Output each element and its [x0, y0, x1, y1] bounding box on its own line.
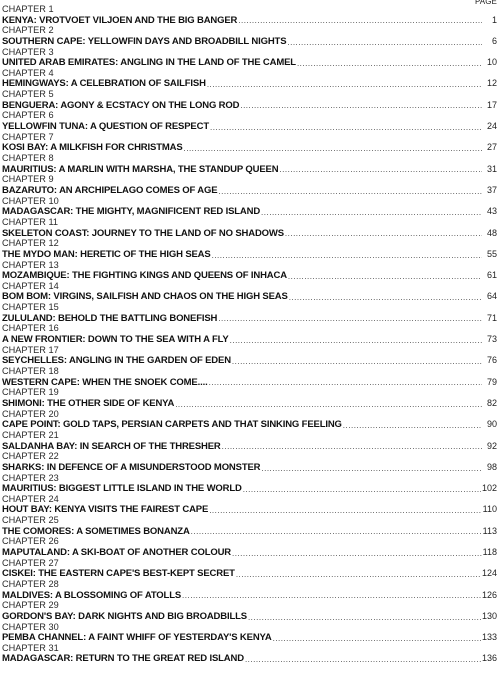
- page-number: 31: [486, 163, 497, 174]
- page-number: 130: [481, 610, 497, 621]
- chapter-label: CHAPTER 22: [2, 451, 59, 462]
- chapter-label: CHAPTER 21: [2, 429, 59, 440]
- dot-leader: [232, 548, 482, 559]
- dot-leader: [261, 463, 482, 474]
- dot-leader: [222, 441, 482, 452]
- chapter-title: SEYCHELLES: ANGLING IN THE GARDEN OF EDEN: [2, 355, 231, 367]
- chapter-label: CHAPTER 30: [2, 621, 59, 632]
- toc-entry: [2, 90, 499, 111]
- chapter-label: CHAPTER 29: [2, 600, 59, 611]
- page-number: 73: [486, 334, 497, 345]
- chapter-title: SHARKS: IN DEFENCE OF A MISUNDERSTOOD MONSTER: [2, 461, 261, 473]
- chapter-label: CHAPTER 3: [2, 46, 54, 57]
- chapter-title: WESTERN CAPE: WHEN THE SNOEK COME....: [2, 376, 208, 388]
- page-number: 55: [486, 248, 497, 259]
- chapter-title-row: [2, 462, 499, 474]
- page-number: 17: [486, 99, 497, 110]
- dot-leader: [218, 313, 482, 324]
- chapter-title-row: [2, 611, 499, 623]
- chapter-title: GORDON'S BAY: DARK NIGHTS AND BIG BROADBILLS: [2, 610, 247, 622]
- chapter-title: HOUT BAY: KENYA VISITS THE FAIREST CAPE: [2, 504, 209, 516]
- chapter-label: CHAPTER 6: [2, 110, 54, 121]
- chapter-title: SHIMONI: THE OTHER SIDE OF KENYA: [2, 397, 175, 409]
- page-number: 37: [486, 184, 497, 195]
- chapter-title: MADAGASCAR: RETURN TO THE GREAT RED ISLAND: [2, 653, 244, 665]
- chapter-title-row: [2, 654, 499, 666]
- page-number: 12: [486, 78, 497, 89]
- toc-entry: [2, 623, 499, 644]
- chapter-title: CAPE POINT: GOLD TAPS, PERSIAN CARPETS AND THAT SINKING FEELING: [2, 419, 342, 431]
- dot-leader: [209, 377, 482, 388]
- page-number: 113: [482, 525, 497, 536]
- chapter-title: SOUTHERN CAPE: YELLOWFIN DAYS AND BROADBILL NIGHTS: [2, 35, 287, 47]
- chapter-title-row: [2, 36, 499, 48]
- toc-entry: [2, 303, 499, 324]
- chapter-label: CHAPTER 9: [2, 174, 54, 185]
- chapter-title-row: [2, 100, 499, 112]
- dot-leader: [207, 79, 482, 90]
- chapter-title-row: [2, 291, 499, 303]
- toc-entry: [2, 559, 499, 580]
- toc-entry: [2, 537, 499, 558]
- dot-leader: [236, 569, 481, 580]
- dot-leader: [218, 186, 482, 197]
- toc-entry: [2, 388, 499, 409]
- chapter-title: YELLOWFIN TUNA: A QUESTION OF RESPECT: [2, 121, 209, 133]
- chapter-title: KOSI BAY: A MILKFISH FOR CHRISTMAS: [2, 142, 183, 154]
- dot-leader: [230, 335, 482, 346]
- chapter-label: CHAPTER 5: [2, 89, 54, 100]
- dot-leader: [184, 143, 482, 154]
- chapter-title: CISKEI: THE EASTERN CAPE'S BEST-KEPT SECRET: [2, 568, 235, 580]
- chapter-title-row: [2, 57, 499, 69]
- chapter-title: SALDANHA BAY: IN SEARCH OF THE THRESHER: [2, 440, 221, 452]
- dot-leader: [210, 122, 482, 133]
- chapter-title-row: [2, 206, 499, 218]
- chapter-title: ZULULAND: BEHOLD THE BATTLING BONEFISH: [2, 312, 218, 324]
- page-number: 48: [486, 227, 497, 238]
- dot-leader: [343, 420, 482, 431]
- chapter-title-row: [2, 142, 499, 154]
- chapter-label: CHAPTER 16: [2, 323, 59, 334]
- page-number: 133: [481, 632, 497, 643]
- chapter-title: MALDIVES: A BLOSSOMING OF ATOLLS: [2, 589, 182, 601]
- chapter-label: CHAPTER 13: [2, 259, 59, 270]
- dot-leader: [212, 250, 482, 261]
- dot-leader: [240, 100, 482, 111]
- dot-leader: [243, 484, 481, 495]
- chapter-title: BOM BOM: VIRGINS, SAILFISH AND CHAOS ON THE HIGH SEAS: [2, 291, 288, 303]
- chapter-label: CHAPTER 17: [2, 344, 59, 355]
- chapter-title: MAURITIUS: A MARLIN WITH MARSHA, THE STANDUP QUEEN: [2, 163, 279, 175]
- chapter-title: SKELETON COAST: JOURNEY TO THE LAND OF NO SHADOWS: [2, 227, 284, 239]
- chapter-title: THE COMORES: A SOMETIMES BONANZA: [2, 525, 190, 537]
- toc-entry: [2, 516, 499, 537]
- dot-leader: [287, 37, 482, 48]
- toc-entry: [2, 26, 499, 47]
- chapter-title: PEMBA CHANNEL: A FAINT WHIFF OF YESTERDAY'S KENYA: [2, 632, 272, 644]
- toc-entry: [2, 346, 499, 367]
- dot-leader: [238, 15, 482, 26]
- page-number: 24: [486, 121, 497, 132]
- toc-entry: [2, 431, 499, 452]
- chapter-label: CHAPTER 10: [2, 195, 59, 206]
- page-number: 110: [482, 504, 497, 515]
- chapter-label: CHAPTER 19: [2, 387, 59, 398]
- chapter-title-row: [2, 547, 499, 559]
- page-number: 27: [486, 142, 497, 153]
- page-number: 126: [481, 589, 497, 600]
- chapter-label: CHAPTER 26: [2, 536, 59, 547]
- dot-leader: [209, 505, 481, 516]
- toc-entry: [2, 324, 499, 345]
- page-number: 10: [486, 57, 497, 68]
- page-number: 118: [482, 547, 497, 557]
- toc-entry: [2, 601, 499, 622]
- page-number: 82: [486, 397, 497, 408]
- page-number: 92: [486, 440, 497, 451]
- chapter-label: CHAPTER 15: [2, 302, 59, 313]
- dot-leader: [288, 271, 482, 282]
- page-number: 6: [491, 35, 497, 46]
- chapter-label: CHAPTER 24: [2, 493, 59, 504]
- toc-entry: [2, 644, 499, 665]
- dot-leader: [273, 633, 481, 644]
- chapter-title-row: [2, 632, 499, 644]
- chapter-title-row: [2, 185, 499, 197]
- toc-entry: [2, 261, 499, 282]
- toc-entry: [2, 133, 499, 154]
- chapter-title-row: [2, 15, 499, 27]
- page-number: 43: [486, 206, 497, 217]
- page-number: 61: [486, 270, 497, 281]
- page-number: 79: [486, 376, 497, 387]
- chapter-label: CHAPTER 12: [2, 238, 59, 249]
- chapter-label: CHAPTER 2: [2, 25, 54, 36]
- dot-leader: [191, 526, 482, 537]
- chapter-label: CHAPTER 4: [2, 67, 54, 78]
- page-number: 76: [486, 355, 497, 366]
- toc-entry: [2, 239, 499, 260]
- chapter-title: BAZARUTO: AN ARCHIPELAGO COMES OF AGE: [2, 184, 218, 196]
- chapter-title-row: [2, 419, 499, 431]
- chapter-title: THE MYDO MAN: HERETIC OF THE HIGH SEAS: [2, 248, 211, 260]
- chapter-title: HEMINGWAYS: A CELEBRATION OF SAILFISH: [2, 78, 206, 90]
- chapter-label: CHAPTER 20: [2, 408, 59, 419]
- page-number: 71: [486, 312, 497, 323]
- chapter-title-row: [2, 568, 499, 580]
- chapter-title: KENYA: VROTVOET VILJOEN AND THE BIG BANGER: [2, 14, 238, 26]
- chapter-title-row: [2, 504, 499, 516]
- chapter-label: CHAPTER 7: [2, 131, 54, 142]
- page-number: 124: [481, 568, 497, 579]
- page-number: 90: [486, 419, 497, 430]
- chapter-title-row: [2, 249, 499, 261]
- chapter-label: CHAPTER 8: [2, 153, 54, 164]
- toc-entry: [2, 175, 499, 196]
- toc-entry: [2, 48, 499, 69]
- page-number: 1: [491, 14, 497, 25]
- chapter-title: BENGUERA: AGONY & ECSTACY ON THE LONG ROD: [2, 99, 240, 111]
- chapter-title-row: [2, 164, 499, 176]
- chapter-title-row: [2, 355, 499, 367]
- chapter-title-row: [2, 121, 499, 133]
- page-number: 98: [486, 461, 497, 472]
- chapter-title-row: [2, 526, 499, 538]
- chapter-title-row: [2, 78, 499, 90]
- toc-entry: [2, 69, 499, 90]
- dot-leader: [285, 228, 482, 239]
- dot-leader: [248, 612, 481, 623]
- toc-entry: [2, 495, 499, 516]
- chapter-title-row: [2, 590, 499, 602]
- toc-entry: [2, 282, 499, 303]
- toc-entry: [2, 5, 499, 26]
- chapter-title-row: [2, 228, 499, 240]
- chapter-label: CHAPTER 14: [2, 280, 59, 291]
- toc-entry: [2, 580, 499, 601]
- chapter-label: CHAPTER 11: [2, 216, 58, 227]
- dot-leader: [182, 590, 481, 601]
- toc-entry: [2, 197, 499, 218]
- toc-entry: [2, 218, 499, 239]
- chapter-title: MAURITIUS: BIGGEST LITTLE ISLAND IN THE WORLD: [2, 483, 242, 495]
- chapter-title: MAPUTALAND: A SKI-BOAT OF ANOTHER COLOUR: [2, 547, 232, 558]
- chapter-label: CHAPTER 31: [2, 642, 59, 653]
- dot-leader: [245, 654, 481, 665]
- chapter-title-row: [2, 483, 499, 495]
- chapter-title: A NEW FRONTIER: DOWN TO THE SEA WITH A FLY: [2, 334, 229, 346]
- chapter-title-row: [2, 377, 499, 389]
- page-number: 102: [481, 483, 497, 494]
- dot-leader: [289, 292, 482, 303]
- page-column-label: PAGE: [474, 0, 497, 6]
- chapter-label: CHAPTER 23: [2, 472, 59, 483]
- chapter-title-row: [2, 398, 499, 410]
- chapter-title: MOZAMBIQUE: THE FIGHTING KINGS AND QUEENS OF INHACA: [2, 270, 287, 282]
- chapter-label: CHAPTER 25: [2, 515, 59, 526]
- page-number: 136: [481, 653, 497, 664]
- dot-leader: [261, 207, 482, 218]
- chapter-title-row: [2, 270, 499, 282]
- toc-entry: [2, 111, 499, 132]
- chapter-title-row: [2, 334, 499, 346]
- toc-entry: [2, 154, 499, 175]
- toc-entry: [2, 410, 499, 431]
- toc-entry: [2, 367, 499, 388]
- dot-leader: [175, 399, 482, 410]
- chapter-label: CHAPTER 27: [2, 557, 59, 568]
- dot-leader: [297, 58, 482, 69]
- chapter-title-row: [2, 441, 499, 453]
- dot-leader: [279, 164, 482, 175]
- chapter-label: CHAPTER 28: [2, 579, 59, 590]
- chapter-title: UNITED ARAB EMIRATES: ANGLING IN THE LAND OF THE CAMEL: [2, 57, 296, 69]
- dot-leader: [232, 356, 482, 367]
- chapter-label: CHAPTER 18: [2, 366, 59, 377]
- page-number: 64: [486, 291, 497, 302]
- chapter-title: MADAGASCAR: THE MIGHTY, MAGNIFICENT RED ISLAND: [2, 206, 261, 218]
- toc-list: [2, 5, 499, 665]
- toc-entry: [2, 452, 499, 473]
- chapter-title-row: [2, 313, 499, 325]
- chapter-label: CHAPTER 1: [2, 4, 54, 14]
- toc-entry: [2, 474, 499, 495]
